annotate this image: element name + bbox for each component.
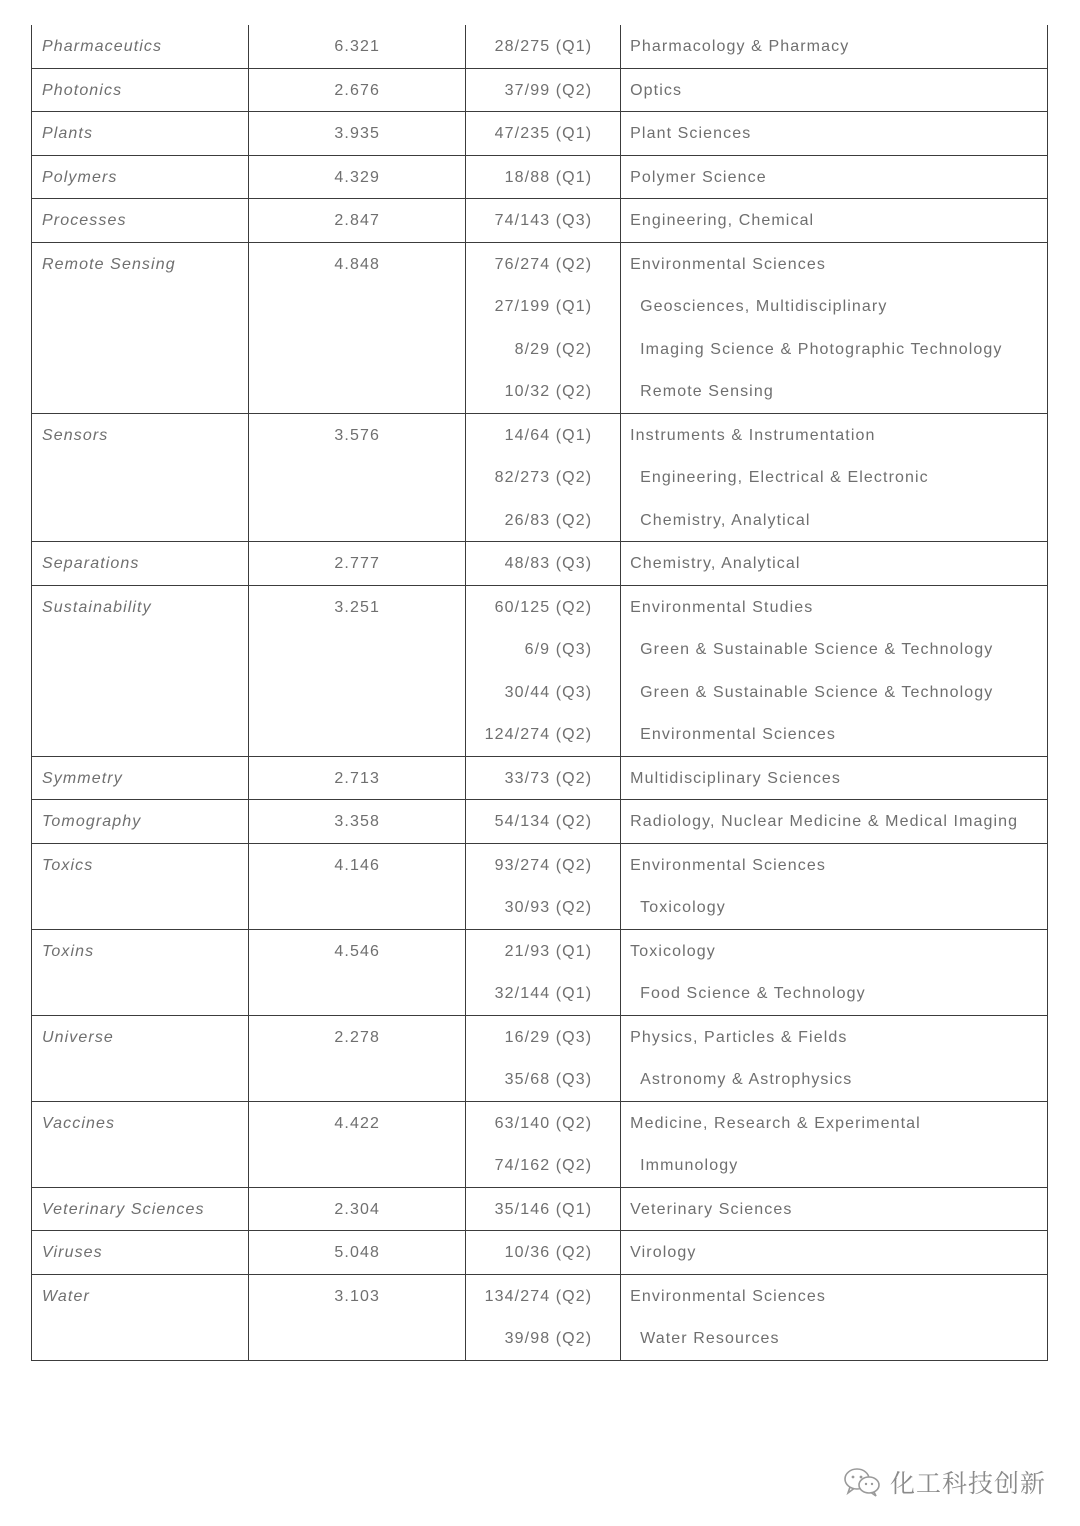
category-name: Environmental Studies xyxy=(630,598,814,616)
impact-factor: 4.422 xyxy=(334,1114,380,1132)
rank-cell xyxy=(465,413,620,542)
rank-value: 63/140 (Q2) xyxy=(494,1114,593,1132)
journal-name-cell xyxy=(32,199,249,243)
impact-factor: 2.676 xyxy=(334,81,380,99)
category-cell xyxy=(621,542,1048,586)
rank-cell xyxy=(465,542,620,586)
category-name: Environmental Sciences xyxy=(640,726,836,743)
journal-name: Water xyxy=(42,1287,90,1305)
impact-factor: 3.103 xyxy=(334,1287,380,1305)
impact-factor-cell xyxy=(249,1274,465,1360)
category-cell xyxy=(621,1274,1048,1360)
impact-factor: 3.576 xyxy=(334,426,380,444)
journal-name-cell xyxy=(32,585,249,756)
journal-name: Photonics xyxy=(42,81,123,99)
impact-factor-cell xyxy=(249,413,465,542)
table-row xyxy=(32,800,1048,844)
impact-factor-cell xyxy=(249,242,465,413)
impact-factor: 4.546 xyxy=(334,942,380,960)
impact-factor-cell xyxy=(249,756,465,800)
journal-name: Sustainability xyxy=(42,598,152,616)
category-cell xyxy=(621,112,1048,156)
journal-name: Sensors xyxy=(42,426,109,444)
rank-cell xyxy=(465,843,620,929)
impact-factor-cell xyxy=(249,800,465,844)
wechat-icon xyxy=(842,1466,882,1498)
category-cell xyxy=(621,800,1048,844)
table-row xyxy=(32,1187,1048,1231)
impact-factor: 4.848 xyxy=(334,255,380,273)
table-row xyxy=(32,756,1048,800)
journal-name: Plants xyxy=(42,125,94,142)
category-name: Engineering, Electrical & Electronic xyxy=(640,469,929,486)
table-row xyxy=(32,242,1048,413)
rank-value: 47/235 (Q1) xyxy=(494,125,593,142)
category-name: Virology xyxy=(630,1244,697,1261)
category-cell xyxy=(621,756,1048,800)
rank-cell xyxy=(465,155,620,199)
category-name: Remote Sensing xyxy=(640,383,774,400)
rank-value: 74/143 (Q3) xyxy=(494,212,593,229)
rank-cell xyxy=(465,25,620,68)
rank-value: 48/83 (Q3) xyxy=(504,555,593,572)
journal-name-cell xyxy=(32,68,249,112)
table-body xyxy=(32,25,1048,1360)
rank-value: 10/32 (Q2) xyxy=(504,383,593,400)
rank-cell xyxy=(465,1015,620,1101)
impact-factor-cell xyxy=(249,25,465,68)
rank-value: 93/274 (Q2) xyxy=(494,856,593,874)
rank-value: 82/273 (Q2) xyxy=(494,469,593,486)
rank-value: 21/93 (Q1) xyxy=(504,942,593,960)
category-name: Environmental Sciences xyxy=(630,856,826,874)
rank-value: 54/134 (Q2) xyxy=(494,813,593,830)
rank-cell xyxy=(465,1231,620,1275)
journal-name: Toxins xyxy=(42,942,95,960)
journal-table xyxy=(31,25,1048,1361)
category-cell xyxy=(621,1231,1048,1275)
impact-factor-cell xyxy=(249,1231,465,1275)
journal-name: Remote Sensing xyxy=(42,255,176,273)
journal-name-cell xyxy=(32,1187,249,1231)
rank-value: 124/274 (Q2) xyxy=(484,726,593,743)
rank-value: 76/274 (Q2) xyxy=(494,255,593,273)
journal-name-cell xyxy=(32,25,249,68)
journal-name-cell xyxy=(32,155,249,199)
rank-cell xyxy=(465,68,620,112)
journal-name-cell xyxy=(32,112,249,156)
category-name: Green & Sustainable Science & Technology xyxy=(640,683,994,701)
category-name: Astronomy & Astrophysics xyxy=(640,1071,853,1088)
rank-cell xyxy=(465,1101,620,1187)
category-name: Medicine, Research & Experimental xyxy=(630,1114,921,1132)
category-cell xyxy=(621,1101,1048,1187)
rank-cell xyxy=(465,112,620,156)
rank-value: 37/99 (Q2) xyxy=(504,81,593,99)
category-name: Engineering, Chemical xyxy=(630,212,815,229)
impact-factor-cell xyxy=(249,1187,465,1231)
journal-name: Pharmaceutics xyxy=(42,38,163,55)
rank-cell xyxy=(465,800,620,844)
journal-name-cell xyxy=(32,542,249,586)
category-name: Chemistry, Analytical xyxy=(630,555,801,572)
journal-name: Polymers xyxy=(42,168,118,186)
category-name: Toxicology xyxy=(640,899,726,916)
table-row xyxy=(32,542,1048,586)
category-cell xyxy=(621,199,1048,243)
journal-name-cell xyxy=(32,242,249,413)
impact-factor: 5.048 xyxy=(334,1244,380,1261)
table-row xyxy=(32,1231,1048,1275)
rank-value: 30/44 (Q3) xyxy=(504,683,593,701)
impact-factor: 6.321 xyxy=(334,38,380,55)
category-name: Instruments & Instrumentation xyxy=(630,426,876,444)
impact-factor: 2.278 xyxy=(334,1028,380,1046)
category-name: Environmental Sciences xyxy=(630,1287,826,1305)
journal-name-cell xyxy=(32,929,249,1015)
table-row xyxy=(32,929,1048,1015)
impact-factor: 2.713 xyxy=(334,769,380,787)
category-name: Physics, Particles & Fields xyxy=(630,1028,848,1046)
category-name: Food Science & Technology xyxy=(640,985,866,1002)
category-name: Pharmacology & Pharmacy xyxy=(630,38,850,55)
table-row xyxy=(32,1015,1048,1101)
rank-value: 26/83 (Q2) xyxy=(504,511,593,529)
rank-cell xyxy=(465,1274,620,1360)
table-row xyxy=(32,1274,1048,1360)
table-row xyxy=(32,25,1048,68)
impact-factor-cell xyxy=(249,155,465,199)
category-cell xyxy=(621,843,1048,929)
rank-value: 14/64 (Q1) xyxy=(504,426,593,444)
category-name: Geosciences, Multidisciplinary xyxy=(640,298,888,315)
impact-factor: 2.777 xyxy=(334,555,380,572)
impact-factor: 3.251 xyxy=(334,598,380,616)
impact-factor-cell xyxy=(249,1101,465,1187)
category-name: Immunology xyxy=(640,1157,739,1174)
impact-factor-cell xyxy=(249,199,465,243)
rank-value: 8/29 (Q2) xyxy=(514,340,593,358)
journal-name: Processes xyxy=(42,212,127,229)
impact-factor-cell xyxy=(249,68,465,112)
impact-factor-cell xyxy=(249,542,465,586)
rank-value: 28/275 (Q1) xyxy=(494,38,593,55)
category-cell xyxy=(621,242,1048,413)
journal-name-cell xyxy=(32,1231,249,1275)
rank-value: 39/98 (Q2) xyxy=(504,1330,593,1347)
category-name: Water Resources xyxy=(640,1330,780,1347)
rank-cell xyxy=(465,1187,620,1231)
rank-value: 18/88 (Q1) xyxy=(504,168,593,186)
category-cell xyxy=(621,68,1048,112)
journal-name-cell xyxy=(32,1101,249,1187)
impact-factor: 3.358 xyxy=(334,813,380,830)
rank-cell xyxy=(465,756,620,800)
table-row xyxy=(32,1101,1048,1187)
category-cell xyxy=(621,929,1048,1015)
journal-name: Viruses xyxy=(42,1244,103,1261)
rank-cell xyxy=(465,929,620,1015)
rank-value: 6/9 (Q3) xyxy=(524,641,593,658)
rank-value: 60/125 (Q2) xyxy=(494,598,593,616)
impact-factor: 2.304 xyxy=(334,1200,380,1218)
impact-factor-cell xyxy=(249,843,465,929)
rank-value: 33/73 (Q2) xyxy=(504,769,593,787)
category-cell xyxy=(621,25,1048,68)
rank-cell xyxy=(465,199,620,243)
table-row xyxy=(32,413,1048,542)
journal-name-cell xyxy=(32,1015,249,1101)
impact-factor: 4.329 xyxy=(334,168,380,186)
category-cell xyxy=(621,155,1048,199)
rank-value: 32/144 (Q1) xyxy=(494,985,593,1002)
rank-value: 134/274 (Q2) xyxy=(484,1287,593,1305)
journal-name: Universe xyxy=(42,1028,114,1046)
impact-factor: 3.935 xyxy=(334,125,380,142)
journal-name-cell xyxy=(32,756,249,800)
journal-name-cell xyxy=(32,843,249,929)
table-row xyxy=(32,585,1048,756)
table-row xyxy=(32,112,1048,156)
table-row xyxy=(32,68,1048,112)
journal-name-cell xyxy=(32,413,249,542)
category-name: Plant Sciences xyxy=(630,125,752,142)
watermark-text: 化工科技创新 xyxy=(889,1469,1046,1498)
journal-name: Tomography xyxy=(42,813,142,830)
category-name: Multidisciplinary Sciences xyxy=(630,769,842,787)
category-cell xyxy=(621,1015,1048,1101)
rank-value: 30/93 (Q2) xyxy=(504,899,593,916)
rank-cell xyxy=(465,585,620,756)
rank-value: 27/199 (Q1) xyxy=(494,298,593,315)
impact-factor-cell xyxy=(249,585,465,756)
watermark xyxy=(842,1464,1046,1500)
journal-name: Separations xyxy=(42,555,140,572)
journal-name: Veterinary Sciences xyxy=(42,1200,205,1218)
category-name: Imaging Science & Photographic Technology xyxy=(640,340,1003,358)
journal-name: Symmetry xyxy=(42,769,123,787)
category-name: Veterinary Sciences xyxy=(630,1200,793,1218)
category-cell xyxy=(621,585,1048,756)
rank-value: 16/29 (Q3) xyxy=(504,1028,593,1046)
impact-factor-cell xyxy=(249,929,465,1015)
rank-value: 10/36 (Q2) xyxy=(504,1244,593,1261)
table-row xyxy=(32,843,1048,929)
category-name: Polymer Science xyxy=(630,168,767,186)
category-name: Optics xyxy=(630,81,683,99)
rank-cell xyxy=(465,242,620,413)
category-name: Green & Sustainable Science & Technology xyxy=(640,641,994,658)
category-name: Environmental Sciences xyxy=(630,255,826,273)
category-name: Radiology, Nuclear Medicine & Medical Imaging xyxy=(630,813,1019,830)
category-cell xyxy=(621,413,1048,542)
journal-name: Toxics xyxy=(42,856,94,874)
impact-factor: 4.146 xyxy=(334,856,380,874)
impact-factor-cell xyxy=(249,1015,465,1101)
journal-name-cell xyxy=(32,1274,249,1360)
journal-name: Vaccines xyxy=(42,1114,116,1132)
rank-value: 35/146 (Q1) xyxy=(494,1200,593,1218)
impact-factor: 2.847 xyxy=(334,212,380,229)
category-name: Toxicology xyxy=(630,942,716,960)
table-row xyxy=(32,199,1048,243)
table-row xyxy=(32,155,1048,199)
rank-value: 35/68 (Q3) xyxy=(504,1071,593,1088)
journal-name-cell xyxy=(32,800,249,844)
impact-factor-cell xyxy=(249,112,465,156)
category-name: Chemistry, Analytical xyxy=(640,511,811,529)
rank-value: 74/162 (Q2) xyxy=(494,1157,593,1174)
category-cell xyxy=(621,1187,1048,1231)
